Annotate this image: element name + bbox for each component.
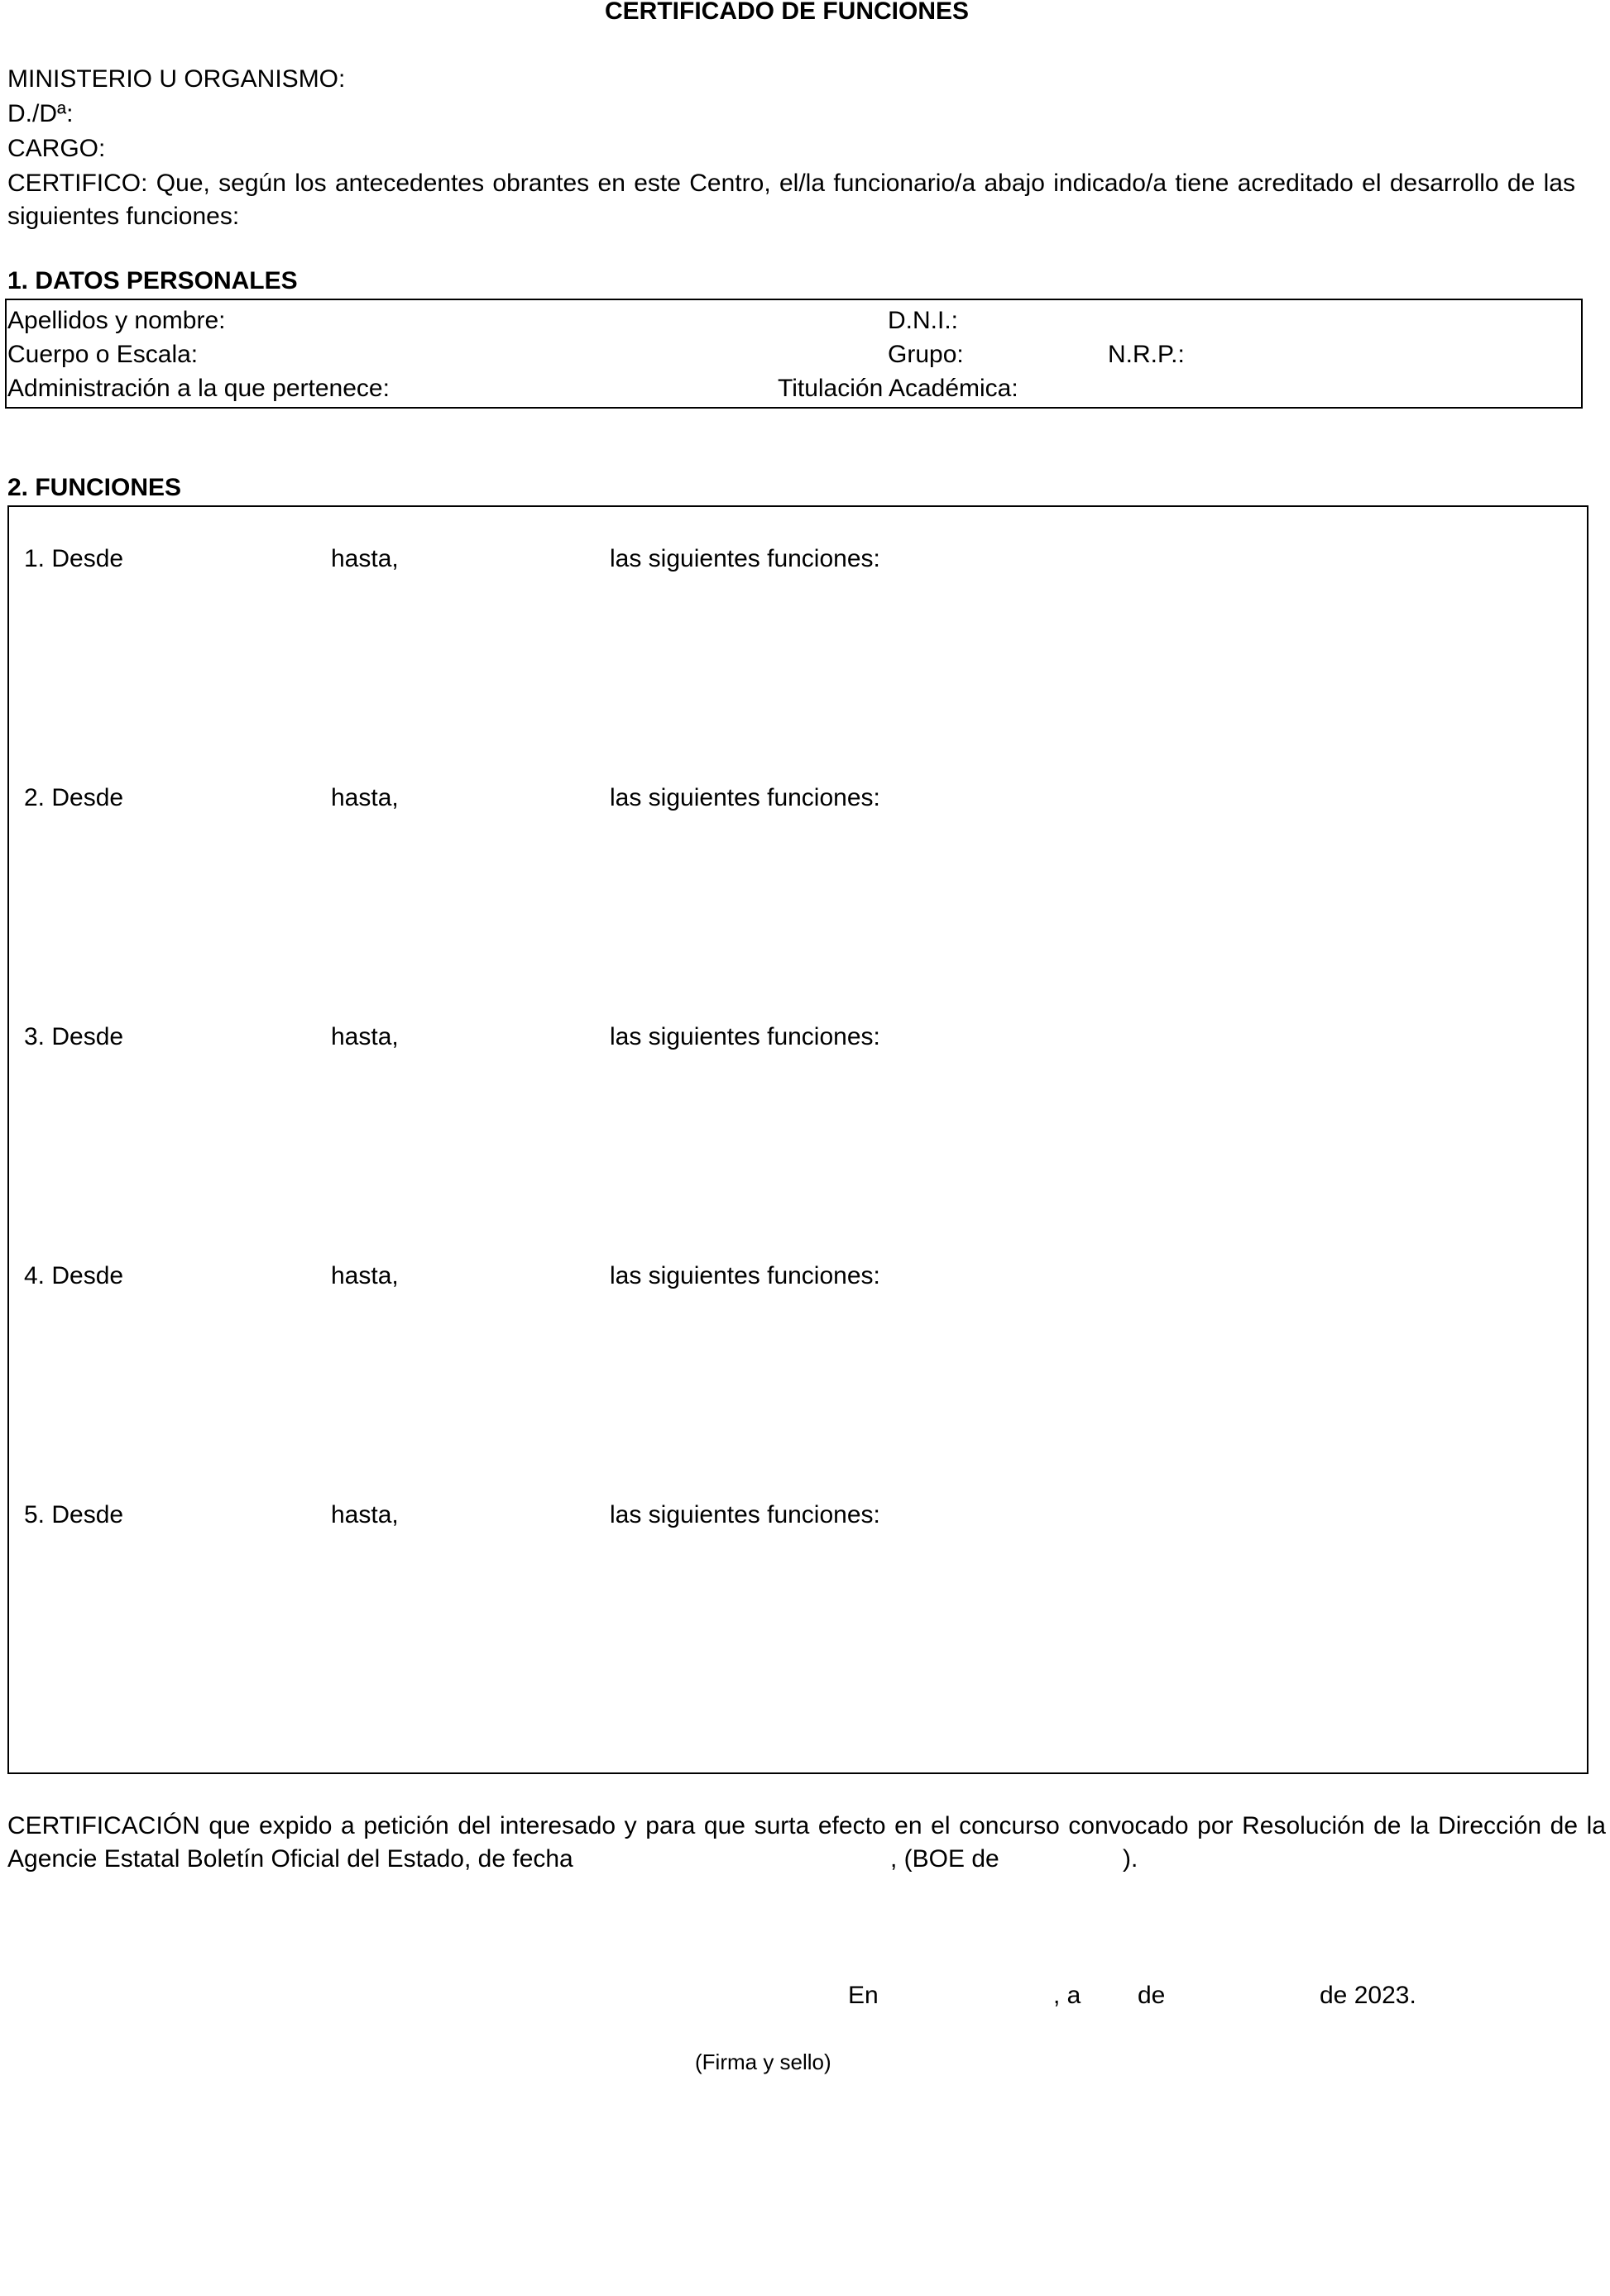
funcion-5-desde: 5. Desde: [24, 1501, 124, 1528]
cargo-label: CARGO:: [7, 135, 106, 162]
funcion-3-desde: 3. Desde: [24, 1023, 124, 1050]
dni-label: D.N.I.:: [888, 307, 959, 334]
grupo-label: Grupo:: [888, 341, 964, 368]
funciones-box: [7, 505, 1588, 1774]
firma-a: , a: [1053, 1982, 1081, 2009]
ministerio-label: MINISTERIO U ORGANISMO:: [7, 65, 346, 93]
dona-label: D./Dª:: [7, 100, 74, 127]
funcion-3-hasta: hasta,: [331, 1023, 399, 1050]
titulacion-label: Titulación Académica:: [778, 375, 1018, 402]
funcion-5-hasta: hasta,: [331, 1501, 399, 1528]
page-title: CERTIFICADO DE FUNCIONES: [605, 0, 970, 25]
cuerpo-label: Cuerpo o Escala:: [7, 341, 199, 368]
datos-personales-heading: 1. DATOS PERSONALES: [7, 267, 298, 294]
funcion-3-funciones: las siguientes funciones:: [610, 1023, 880, 1050]
administracion-label: Administración a la que pertenece:: [7, 375, 390, 402]
firma-de: de: [1138, 1982, 1166, 2009]
funcion-1-desde: 1. Desde: [24, 545, 124, 572]
funcion-4-hasta: hasta,: [331, 1262, 399, 1289]
certificacion-line-1: CERTIFICACIÓN que expido a petición del interesado y para que surta efecto en el concurso convocado por Resolución de la Dirección de la: [7, 1812, 1606, 1839]
certificacion-line-2: Agencie Estatal Boletín Oficial del Estado, de fecha: [7, 1845, 573, 1873]
funciones-heading: 2. FUNCIONES: [7, 474, 182, 501]
funcion-2-desde: 2. Desde: [24, 784, 124, 811]
funcion-4-funciones: las siguientes funciones:: [610, 1262, 880, 1289]
funcion-4-desde: 4. Desde: [24, 1262, 124, 1289]
funcion-5-funciones: las siguientes funciones:: [610, 1501, 880, 1528]
nrp-label: N.R.P.:: [1108, 341, 1185, 368]
boe-label: , (BOE de: [890, 1845, 999, 1873]
funcion-2-funciones: las siguientes funciones:: [610, 784, 880, 811]
funcion-1-funciones: las siguientes funciones:: [610, 545, 880, 572]
funcion-2-hasta: hasta,: [331, 784, 399, 811]
firma-year: de 2023.: [1320, 1982, 1416, 2009]
certifico-line-1: CERTIFICO: Que, según los antecedentes obrantes en este Centro, el/la funcionario/a abajo indicado/a tiene acreditado el desarrollo de las: [7, 170, 1575, 197]
firma-en: En: [848, 1982, 879, 2009]
certifico-line-2: siguientes funciones:: [7, 203, 240, 230]
boe-close: ).: [1123, 1845, 1138, 1873]
apellidos-label: Apellidos y nombre:: [7, 307, 226, 334]
funcion-1-hasta: hasta,: [331, 545, 399, 572]
firma-sello: (Firma y sello): [695, 2050, 831, 2074]
